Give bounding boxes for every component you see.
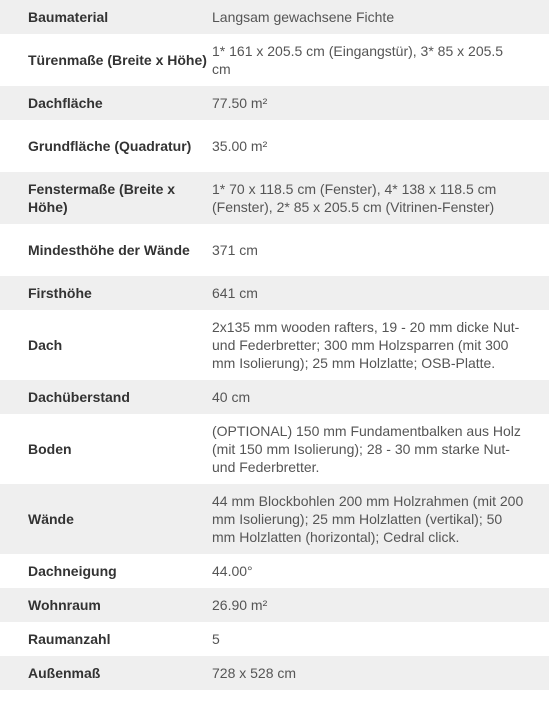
row-value: (OPTIONAL) 150 mm Fundamentbalken aus Holz (mit 150 mm Isolierung); 28 - 30 mm starke Nut- und Federbretter. (212, 423, 521, 475)
row-value: 371 cm (212, 242, 258, 258)
row-value: 641 cm (212, 285, 258, 301)
table-row (0, 588, 549, 622)
row-label: Dachfläche (28, 95, 103, 111)
table-row (0, 120, 549, 172)
row-label: Mindesthöhe der Wände (28, 242, 190, 258)
table-row (0, 34, 549, 86)
row-label: Wände (28, 511, 74, 527)
row-value: 2x135 mm wooden rafters, 19 - 20 mm dicke Nut- und Federbretter; 300 mm Holzsparren (mit 300 mm Isolierung); 25 mm Holzlatte; OSB-Platte. (212, 319, 520, 371)
row-value: 44 mm Blockbohlen 200 mm Holzrahmen (mit 200 mm Isolierung); 25 mm Holzlatten (vertikal); 50 mm Holzlatten (horizontal); Cedral click. (212, 493, 524, 545)
row-label: Baumaterial (28, 9, 109, 25)
row-label: Dachüberstand (28, 389, 130, 405)
row-label: Boden (28, 441, 72, 457)
table-row (0, 276, 549, 310)
row-value: 1* 161 x 205.5 cm (Eingangstür), 3* 85 x 205.5 cm (212, 43, 504, 77)
row-label: Fenstermaße (Breite x Höhe) (28, 181, 176, 215)
row-label: Außenmaß (28, 665, 101, 681)
row-label: Grundfläche (Quadratur) (28, 138, 192, 154)
table-row (0, 484, 549, 554)
row-value: 35.00 m² (212, 138, 268, 154)
table-row (0, 622, 549, 656)
row-value: 728 x 528 cm (212, 665, 297, 681)
row-value: 44.00° (212, 563, 253, 579)
table-row (0, 414, 549, 484)
row-value: 26.90 m² (212, 597, 268, 613)
row-label: Dach (28, 337, 63, 353)
table-row (0, 86, 549, 120)
table-row (0, 310, 549, 380)
row-value: 40 cm (212, 389, 251, 405)
table-row (0, 554, 549, 588)
row-label: Türenmaße (Breite x Höhe) (28, 52, 207, 68)
row-value: Langsam gewachsene Fichte (212, 9, 395, 25)
row-label: Firsthöhe (28, 285, 92, 301)
table-row (0, 172, 549, 224)
row-value: 1* 70 x 118.5 cm (Fenster), 4* 138 x 118.5 cm (Fenster), 2* 85 x 205.5 cm (Vitrinen-Fenster) (212, 181, 497, 215)
row-value: 77.50 m² (212, 95, 268, 111)
row-label: Dachneigung (28, 563, 117, 579)
table-row (0, 380, 549, 414)
table-row (0, 656, 549, 690)
row-value: 5 (212, 631, 220, 647)
table-row (0, 0, 549, 34)
row-label: Raumanzahl (28, 631, 111, 647)
row-label: Wohnraum (28, 597, 101, 613)
table-row (0, 224, 549, 276)
